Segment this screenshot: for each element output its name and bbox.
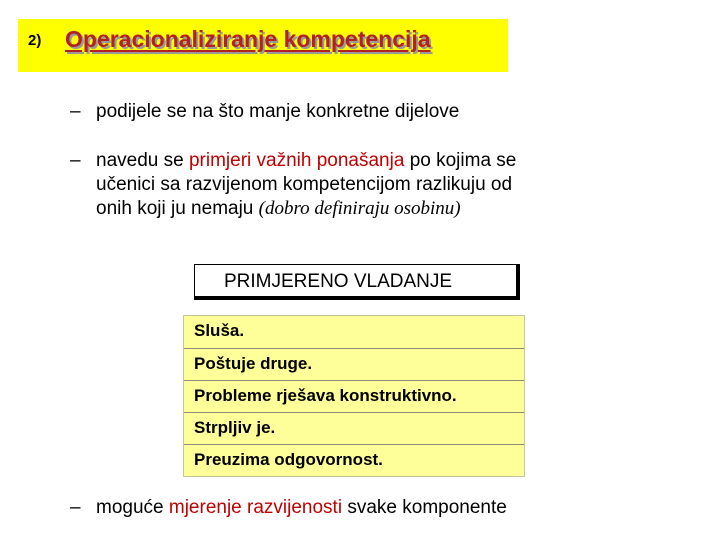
bullet-2-line-3 (70, 197, 516, 221)
table-cell: Preuzima odgovornost. (194, 450, 383, 469)
bullet-3-text-b: svake komponente (342, 497, 507, 518)
table-cell: Sluša. (194, 321, 245, 340)
table-cell: Probleme rješava konstruktivno. (194, 386, 457, 405)
bullet-dash: – (70, 101, 81, 122)
bullet-2-line-2: učenici sa razvijenom kompetencijom razlikuju od (96, 174, 513, 195)
bullet-1 (70, 100, 459, 124)
bullet-3-highlight: mjerenje razvijenosti (168, 497, 343, 518)
bullet-2-text-c: onih koji ju nemaju (96, 198, 259, 219)
bullet-3 (70, 496, 507, 520)
behavior-box (194, 264, 520, 300)
behavior-table (183, 315, 525, 477)
section-title: Operacionaliziranje kompetencija (65, 26, 431, 52)
bullet-2-line-1 (70, 149, 516, 173)
table-cell: Poštuje druge. (194, 354, 313, 373)
bullet-1-text: podijele se na što manje konkretne dijelove (96, 101, 460, 122)
table-row (184, 412, 524, 444)
bullet-2-highlight: primjeri važnih ponašanja (188, 150, 405, 171)
bullet-2-text-a: navedu se (96, 150, 189, 171)
table-row (184, 380, 524, 412)
bullet-3-text-a: moguće (96, 497, 169, 518)
section-number: 2) (28, 32, 42, 49)
bullet-2-italic: (dobro definiraju osobinu) (258, 198, 461, 219)
table-row (184, 444, 524, 476)
behavior-box-label: PRIMJERENO VLADANJE (224, 271, 453, 292)
bullet-dash: – (70, 497, 81, 518)
bullet-2-text-b: po kojima se (404, 150, 517, 171)
table-cell: Strpljiv je. (194, 418, 276, 437)
table-row (184, 348, 524, 380)
title-banner (18, 19, 508, 72)
table-row (184, 316, 524, 348)
bullet-2 (70, 149, 516, 221)
bullet-dash: – (70, 150, 81, 171)
